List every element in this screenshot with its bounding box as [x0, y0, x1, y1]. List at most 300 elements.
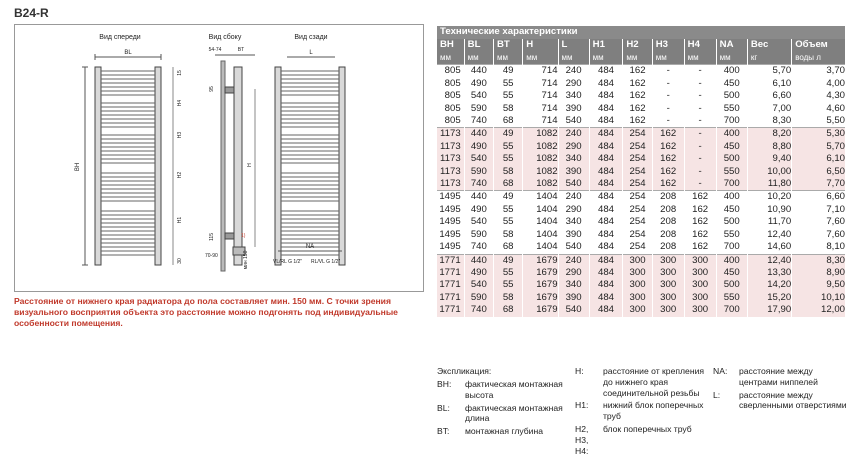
- table-cell: 484: [589, 178, 623, 191]
- table-cell: 68: [494, 115, 523, 128]
- table-cell: 484: [589, 103, 623, 115]
- legend-value: расстояние от крепления до нижнего края соединительной резьбы: [603, 366, 705, 398]
- footnote-label: 1): [241, 233, 246, 239]
- table-cell: 8,90: [792, 267, 846, 279]
- mounting-note: Расстояние от нижнего края радиатора до пола составляет мин. 150 мм. С точки зрения визуального восприятия объекта это расстояние можно подгонять под индивидуальные особенности помещения.: [14, 296, 398, 328]
- table-cell: 590: [464, 292, 493, 304]
- table-cell: 484: [589, 78, 623, 90]
- table-row: [437, 229, 846, 241]
- table-cell: 4,60: [792, 103, 846, 115]
- table-row: [437, 216, 846, 228]
- table-cell: 162: [684, 216, 716, 228]
- side-view: [205, 47, 255, 271]
- table-cell: 1173: [437, 153, 464, 165]
- unit-cell: воды л: [792, 52, 846, 65]
- legend-key: H:: [575, 366, 584, 376]
- table-row: [437, 241, 846, 254]
- table-cell: -: [684, 128, 716, 141]
- table-cell: 484: [589, 304, 623, 316]
- table-cell: 340: [558, 279, 589, 291]
- table-row: [437, 178, 846, 191]
- table-row: [437, 166, 846, 178]
- table-cell: 162: [652, 178, 684, 191]
- header-cell: H: [523, 39, 558, 52]
- technical-drawing: [14, 24, 424, 292]
- table-cell: 540: [464, 153, 493, 165]
- table-cell: -: [684, 90, 716, 102]
- table-cell: 10,00: [747, 166, 791, 178]
- legend-value: расстояние между центрами ниппелей: [739, 366, 818, 387]
- table-cell: 5,70: [792, 141, 846, 153]
- table-cell: 162: [652, 166, 684, 178]
- legend-item: [575, 400, 707, 422]
- table-cell: 300: [623, 254, 652, 267]
- table-cell: 8,80: [747, 141, 791, 153]
- table-cell: 300: [652, 267, 684, 279]
- table-cell: 10,90: [747, 204, 791, 216]
- table-cell: 340: [558, 153, 589, 165]
- header-row: [437, 39, 846, 52]
- table-cell: 805: [437, 115, 464, 128]
- back-view: [247, 50, 345, 265]
- table-row: [437, 153, 846, 165]
- table-cell: 1173: [437, 178, 464, 191]
- legend-col-3: [713, 366, 852, 413]
- legend-key: BT:: [437, 426, 450, 437]
- table-cell: 484: [589, 267, 623, 279]
- table-cell: 8,10: [792, 241, 846, 254]
- header-cell: BH: [437, 39, 464, 52]
- table-cell: 162: [652, 141, 684, 153]
- table-cell: 240: [558, 191, 589, 204]
- table-cell: 254: [623, 141, 652, 153]
- table-row: [437, 65, 846, 78]
- bl-label: BL: [124, 50, 132, 56]
- table-cell: 1495: [437, 241, 464, 254]
- table-cell: 740: [464, 178, 493, 191]
- table-row: [437, 103, 846, 115]
- table-row: [437, 141, 846, 153]
- drawing-svg: [15, 25, 423, 291]
- side-width-label: 70-90: [205, 253, 218, 259]
- table-cell: 162: [623, 78, 652, 90]
- table-cell: 300: [652, 304, 684, 316]
- table-cell: 5,70: [747, 65, 791, 78]
- unit-cell: мм: [623, 52, 652, 65]
- table-cell: 400: [716, 128, 747, 141]
- back-view-title: Вид сзади: [294, 34, 328, 41]
- table-cell: 3,70: [792, 65, 846, 78]
- table-cell: 590: [464, 103, 493, 115]
- legend-value: нижний блок поперечных труб: [603, 400, 704, 422]
- table-cell: 440: [464, 65, 493, 78]
- table-cell: 390: [558, 229, 589, 241]
- table-cell: 162: [684, 229, 716, 241]
- legend-item: [575, 366, 707, 398]
- table-cell: 15,20: [747, 292, 791, 304]
- table-cell: 14,20: [747, 279, 791, 291]
- table-cell: 390: [558, 292, 589, 304]
- legend-key: H2, H3, H4:: [575, 423, 589, 456]
- table-cell: 7,70: [792, 178, 846, 191]
- table-cell: 1771: [437, 304, 464, 316]
- table-cell: -: [684, 166, 716, 178]
- table-cell: 13,30: [747, 267, 791, 279]
- table-cell: 1771: [437, 292, 464, 304]
- table-cell: -: [684, 115, 716, 128]
- table-cell: 8,30: [747, 115, 791, 128]
- table-cell: 1495: [437, 229, 464, 241]
- table-cell: 1679: [523, 267, 558, 279]
- table-cell: 340: [558, 90, 589, 102]
- table-cell: 254: [623, 241, 652, 254]
- table-cell: 340: [558, 216, 589, 228]
- table-cell: 300: [652, 292, 684, 304]
- legend-value: блок поперечных труб: [603, 423, 692, 434]
- table-cell: 162: [623, 65, 652, 78]
- min-label: мин 150: [243, 250, 249, 270]
- table-cell: 550: [716, 103, 747, 115]
- table-cell: 254: [623, 204, 652, 216]
- table-cell: 540: [558, 241, 589, 254]
- table-cell: 805: [437, 90, 464, 102]
- table-cell: 714: [523, 115, 558, 128]
- table-cell: 1495: [437, 191, 464, 204]
- unit-cell: кг: [747, 52, 791, 65]
- table-cell: 208: [652, 241, 684, 254]
- table-cell: 450: [716, 78, 747, 90]
- legend-item: [437, 403, 572, 425]
- table-cell: -: [684, 65, 716, 78]
- table-cell: 8,30: [792, 254, 846, 267]
- table-cell: 1404: [523, 216, 558, 228]
- table-cell: 1771: [437, 254, 464, 267]
- table-cell: 500: [716, 90, 747, 102]
- table-cell: 12,40: [747, 229, 791, 241]
- table-cell: 1082: [523, 141, 558, 153]
- legend-key: L:: [713, 389, 721, 400]
- table-cell: 7,10: [792, 204, 846, 216]
- table-cell: 208: [652, 204, 684, 216]
- table-cell: 590: [464, 229, 493, 241]
- table-cell: 1495: [437, 204, 464, 216]
- table-cell: 4,30: [792, 90, 846, 102]
- bottom-side-label: 115: [209, 233, 215, 241]
- table-cell: 162: [652, 153, 684, 165]
- bt-label: BT: [237, 47, 245, 53]
- header-cell: NA: [716, 39, 747, 52]
- front-view-title: Вид спереди: [99, 34, 141, 41]
- table-cell: 58: [494, 229, 523, 241]
- unit-cell: мм: [652, 52, 684, 65]
- table-cell: 240: [558, 128, 589, 141]
- table-cell: 490: [464, 267, 493, 279]
- table-cell: 162: [684, 241, 716, 254]
- table-row: [437, 204, 846, 216]
- table-cell: 1679: [523, 304, 558, 316]
- table-cell: 300: [623, 292, 652, 304]
- table-cell: 540: [558, 115, 589, 128]
- table-cell: 440: [464, 128, 493, 141]
- h2-label: H2: [177, 171, 183, 179]
- legend-item: [713, 366, 852, 388]
- table-cell: 550: [716, 166, 747, 178]
- table-cell: 805: [437, 65, 464, 78]
- header-cell: L: [558, 39, 589, 52]
- table-cell: 500: [716, 153, 747, 165]
- legend-key: NA:: [713, 366, 728, 376]
- table-row: [437, 128, 846, 141]
- table-cell: 484: [589, 191, 623, 204]
- table-cell: 254: [623, 191, 652, 204]
- table-cell: 6,60: [747, 90, 791, 102]
- table-cell: 254: [623, 216, 652, 228]
- table-cell: 49: [494, 254, 523, 267]
- table-cell: 290: [558, 267, 589, 279]
- table-row: [437, 279, 846, 291]
- table-cell: 440: [464, 191, 493, 204]
- table-cell: 58: [494, 166, 523, 178]
- table-cell: 290: [558, 78, 589, 90]
- table-cell: 1771: [437, 279, 464, 291]
- table-cell: 714: [523, 78, 558, 90]
- table-cell: 714: [523, 65, 558, 78]
- table-cell: 1082: [523, 166, 558, 178]
- table-cell: 68: [494, 178, 523, 191]
- unit-cell: мм: [716, 52, 747, 65]
- l-label: L: [309, 50, 313, 56]
- legend-item: [713, 390, 852, 412]
- table-cell: 500: [716, 216, 747, 228]
- table-body: [437, 65, 846, 317]
- table-cell: 5,50: [792, 115, 846, 128]
- legend-value: фактическая монтажная длина: [465, 402, 563, 424]
- side-top-label: 54-74: [208, 47, 222, 53]
- table-cell: 9,40: [747, 153, 791, 165]
- table-cell: 700: [716, 115, 747, 128]
- table-cell: 6,50: [792, 166, 846, 178]
- table-cell: 1082: [523, 128, 558, 141]
- table-cell: 484: [589, 65, 623, 78]
- table-cell: 254: [623, 166, 652, 178]
- table-cell: 10,20: [747, 191, 791, 204]
- table-cell: 484: [589, 229, 623, 241]
- table-cell: 484: [589, 141, 623, 153]
- pipe-right-label: RL/VL G 1/2": [311, 259, 341, 265]
- table-row: [437, 191, 846, 204]
- unit-cell: мм: [523, 52, 558, 65]
- unit-cell: мм: [684, 52, 716, 65]
- table-cell: 55: [494, 279, 523, 291]
- legend-key: BL:: [437, 402, 450, 413]
- table-cell: 484: [589, 128, 623, 141]
- ho-label: 95: [209, 86, 215, 92]
- table-cell: 208: [652, 229, 684, 241]
- table-cell: 440: [464, 254, 493, 267]
- specs-table: [437, 26, 846, 317]
- table-cell: 550: [716, 292, 747, 304]
- table-cell: 450: [716, 204, 747, 216]
- unit-cell: мм: [494, 52, 523, 65]
- model-title: B24-R: [14, 6, 49, 20]
- unit-row: [437, 52, 846, 65]
- table-cell: 55: [494, 267, 523, 279]
- table-cell: 484: [589, 153, 623, 165]
- table-cell: 540: [464, 279, 493, 291]
- table-cell: 300: [652, 254, 684, 267]
- table-cell: 162: [684, 204, 716, 216]
- table-cell: 484: [589, 166, 623, 178]
- table-cell: 68: [494, 304, 523, 316]
- table-cell: 162: [652, 128, 684, 141]
- table-cell: -: [684, 78, 716, 90]
- table-cell: 6,60: [792, 191, 846, 204]
- table-cell: 7,00: [747, 103, 791, 115]
- table-cell: 484: [589, 115, 623, 128]
- table-cell: 1679: [523, 279, 558, 291]
- table-cell: 7,60: [792, 229, 846, 241]
- table-cell: 490: [464, 141, 493, 153]
- table-cell: 484: [589, 204, 623, 216]
- table-cell: 11,80: [747, 178, 791, 191]
- table-cell: 540: [558, 304, 589, 316]
- table-cell: 1082: [523, 153, 558, 165]
- h-side-label: H: [247, 163, 253, 167]
- table-cell: 740: [464, 241, 493, 254]
- table-cell: -: [652, 78, 684, 90]
- table-cell: 208: [652, 191, 684, 204]
- table-cell: 1404: [523, 241, 558, 254]
- legend-title: Экспликация:: [437, 366, 492, 376]
- table-cell: 254: [623, 229, 652, 241]
- table-cell: 400: [716, 191, 747, 204]
- table-cell: 5,30: [792, 128, 846, 141]
- na-label: NA: [305, 244, 315, 250]
- table-cell: 400: [716, 254, 747, 267]
- table-cell: 540: [464, 216, 493, 228]
- table-cell: 300: [684, 279, 716, 291]
- table-cell: 300: [623, 279, 652, 291]
- header-cell: Объем: [792, 39, 846, 52]
- table-cell: 254: [623, 153, 652, 165]
- table-cell: 484: [589, 216, 623, 228]
- table-cell: 12,00: [792, 304, 846, 316]
- table-cell: 300: [684, 292, 716, 304]
- table-cell: 55: [494, 216, 523, 228]
- legend-value: монтажная глубина: [465, 426, 543, 437]
- h5-label: 15: [177, 70, 183, 76]
- legend-col-2: [575, 366, 707, 458]
- table-cell: 11,70: [747, 216, 791, 228]
- table-cell: 68: [494, 241, 523, 254]
- table-cell: 300: [652, 279, 684, 291]
- h1-label: H1: [177, 216, 183, 224]
- table-cell: 1173: [437, 141, 464, 153]
- bottom-front-label: 30: [177, 258, 183, 264]
- header-cell: BL: [464, 39, 493, 52]
- table-cell: 55: [494, 204, 523, 216]
- table-cell: -: [684, 153, 716, 165]
- legend-key: BH:: [437, 379, 452, 389]
- table-cell: 254: [623, 178, 652, 191]
- header-cell: H4: [684, 39, 716, 52]
- table-cell: 1173: [437, 128, 464, 141]
- table-cell: 162: [684, 191, 716, 204]
- table-cell: 450: [716, 141, 747, 153]
- table-cell: 55: [494, 90, 523, 102]
- table-row: [437, 78, 846, 90]
- table-row: [437, 267, 846, 279]
- table-cell: 484: [589, 90, 623, 102]
- table-cell: 1404: [523, 191, 558, 204]
- table-cell: 1679: [523, 292, 558, 304]
- table-cell: 300: [684, 304, 716, 316]
- legend-item: [437, 379, 572, 401]
- table-cell: 500: [716, 279, 747, 291]
- legend-item: [575, 424, 707, 456]
- table-cell: 590: [464, 166, 493, 178]
- table-cell: 162: [623, 90, 652, 102]
- table-cell: 290: [558, 141, 589, 153]
- header-cell: H3: [652, 39, 684, 52]
- unit-cell: мм: [589, 52, 623, 65]
- table-cell: 254: [623, 128, 652, 141]
- table-cell: 805: [437, 78, 464, 90]
- table-cell: 700: [716, 241, 747, 254]
- table-cell: 300: [623, 304, 652, 316]
- table-cell: 7,60: [792, 216, 846, 228]
- table-cell: 714: [523, 90, 558, 102]
- legend-key: H1:: [575, 400, 589, 411]
- table-cell: 49: [494, 191, 523, 204]
- table-cell: 484: [589, 254, 623, 267]
- header-cell: BT: [494, 39, 523, 52]
- table-cell: 1679: [523, 254, 558, 267]
- header-cell: Вес: [747, 39, 791, 52]
- table-cell: 49: [494, 128, 523, 141]
- h3-label: H3: [177, 131, 183, 139]
- table-cell: 162: [623, 103, 652, 115]
- table-cell: 8,20: [747, 128, 791, 141]
- table-cell: 805: [437, 103, 464, 115]
- table-cell: 1771: [437, 267, 464, 279]
- table-cell: 700: [716, 304, 747, 316]
- table-cell: 55: [494, 141, 523, 153]
- table-cell: -: [684, 103, 716, 115]
- table-cell: 55: [494, 153, 523, 165]
- table-cell: 1404: [523, 229, 558, 241]
- legend-value: фактическая монтажная высота: [465, 379, 563, 400]
- table-cell: 484: [589, 292, 623, 304]
- table-cell: 400: [716, 65, 747, 78]
- table-cell: 550: [716, 229, 747, 241]
- table-cell: 10,10: [792, 292, 846, 304]
- table-cell: -: [652, 115, 684, 128]
- table-cell: 1495: [437, 216, 464, 228]
- table-cell: -: [652, 65, 684, 78]
- table-cell: 714: [523, 103, 558, 115]
- legend-value: расстояние между сверленными отверстиями: [739, 389, 847, 411]
- table-cell: 390: [558, 166, 589, 178]
- table-cell: 484: [589, 279, 623, 291]
- table-cell: -: [684, 141, 716, 153]
- unit-cell: мм: [437, 52, 464, 65]
- front-view: [75, 50, 183, 265]
- table-cell: 14,60: [747, 241, 791, 254]
- side-view-title: Вид сбоку: [208, 34, 242, 41]
- table-cell: -: [652, 103, 684, 115]
- h4-label: H4: [177, 99, 183, 107]
